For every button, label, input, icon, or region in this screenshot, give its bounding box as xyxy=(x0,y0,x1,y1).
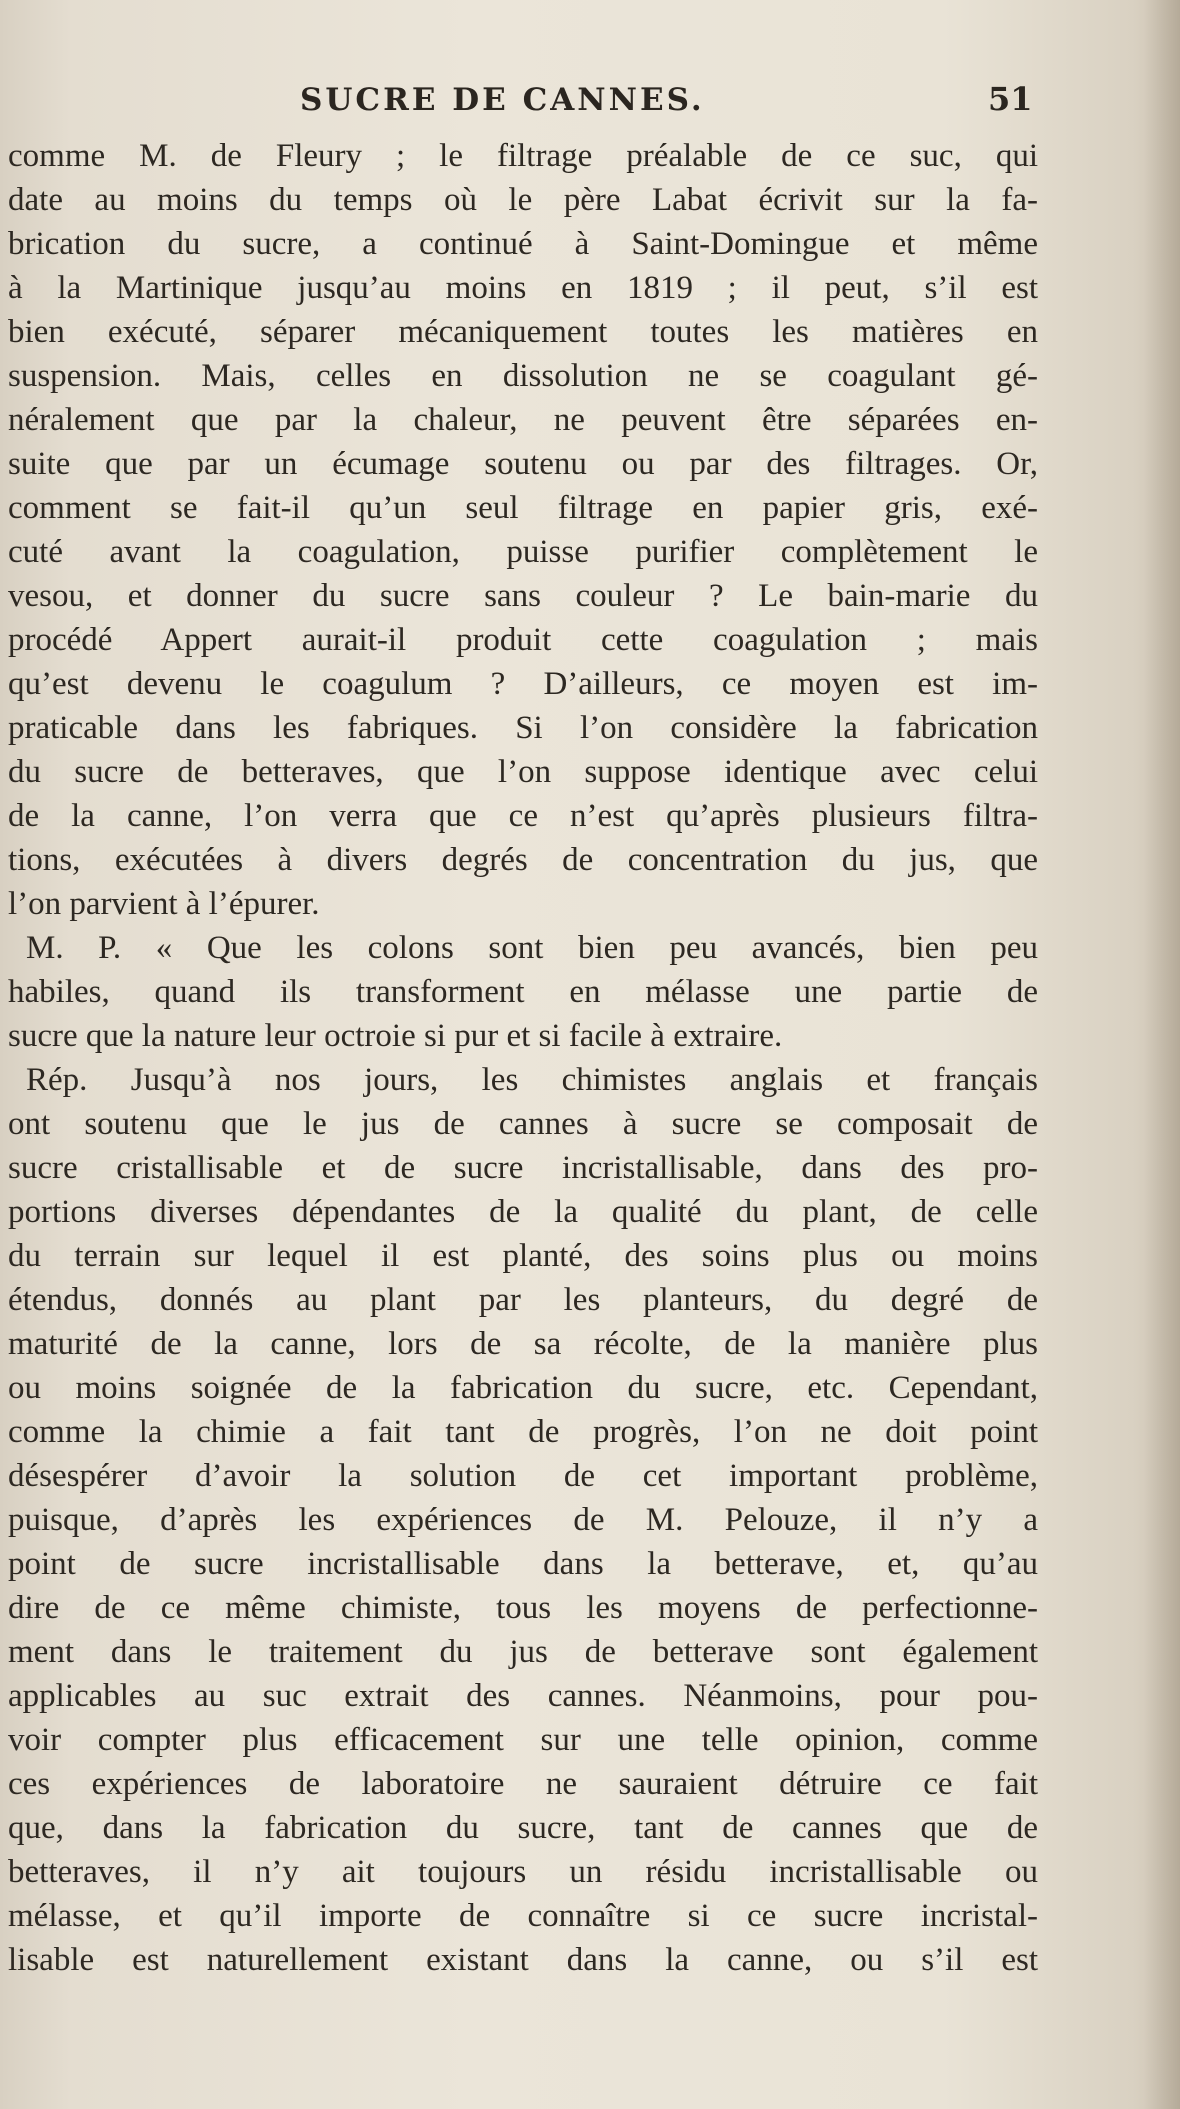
text-line: tions, exécutées à divers degrés de concentration du jus, que xyxy=(8,842,1038,878)
page-header xyxy=(0,82,1180,122)
text-line: sucre cristallisable et de sucre incristallisable, dans des pro- xyxy=(8,1150,1038,1186)
text-line: ment dans le traitement du jus de betterave sont également xyxy=(8,1634,1038,1670)
text-line: praticable dans les fabriques. Si l’on considère la fabrication xyxy=(8,710,1038,746)
text-line: étendus, donnés au plant par les planteurs, du degré de xyxy=(8,1282,1038,1318)
text-line: mélasse, et qu’il importe de connaître si ce sucre incristal- xyxy=(8,1898,1038,1934)
text-line: comme la chimie a fait tant de progrès, l’on ne doit point xyxy=(8,1414,1038,1450)
text-line: que, dans la fabrication du sucre, tant de cannes que de xyxy=(8,1810,1038,1846)
text-line: point de sucre incristallisable dans la betterave, et, qu’au xyxy=(8,1546,1038,1582)
body-text xyxy=(8,134,1038,1982)
text-line: à la Martinique jusqu’au moins en 1819 ; il peut, s’il est xyxy=(8,270,1038,306)
text-line: ou moins soignée de la fabrication du sucre, etc. Cependant, xyxy=(8,1370,1038,1406)
text-line: M. P. « Que les colons sont bien peu avancés, bien peu xyxy=(26,930,1038,966)
text-line: comme M. de Fleury ; le filtrage préalable de ce suc, qui xyxy=(8,138,1038,174)
text-line: maturité de la canne, lors de sa récolte, de la manière plus xyxy=(8,1326,1038,1362)
text-line: portions diverses dépendantes de la qualité du plant, de celle xyxy=(8,1194,1038,1230)
text-line: ces expériences de laboratoire ne sauraient détruire ce fait xyxy=(8,1766,1038,1802)
text-line: ont soutenu que le jus de cannes à sucre se composait de xyxy=(8,1106,1038,1142)
text-line: voir compter plus efficacement sur une telle opinion, comme xyxy=(8,1722,1038,1758)
text-line: applicables au suc extrait des cannes. Néanmoins, pour pou- xyxy=(8,1678,1038,1714)
text-line: désespérer d’avoir la solution de cet important problème, xyxy=(8,1458,1038,1494)
text-line: procédé Appert aurait-il produit cette coagulation ; mais xyxy=(8,622,1038,658)
text-line: du terrain sur lequel il est planté, des soins plus ou moins xyxy=(8,1238,1038,1274)
text-line: qu’est devenu le coagulum ? D’ailleurs, ce moyen est im- xyxy=(8,666,1038,702)
text-line: suite que par un écumage soutenu ou par des filtrages. Or, xyxy=(8,446,1038,482)
text-line: lisable est naturellement existant dans la canne, ou s’il est xyxy=(8,1942,1038,1978)
text-line: Rép. Jusqu’à nos jours, les chimistes anglais et français xyxy=(26,1062,1038,1098)
text-line: bien exécuté, séparer mécaniquement toutes les matières en xyxy=(8,314,1038,350)
text-line: comment se fait-il qu’un seul filtrage en papier gris, exé- xyxy=(8,490,1038,526)
text-line: betteraves, il n’y ait toujours un résidu incristallisable ou xyxy=(8,1854,1038,1890)
text-line: cuté avant la coagulation, puisse purifier complètement le xyxy=(8,534,1038,570)
running-title: SUCRE DE CANNES. xyxy=(300,82,705,118)
text-line: sucre que la nature leur octroie si pur et si facile à extraire. xyxy=(8,1018,783,1054)
text-line: de la canne, l’on verra que ce n’est qu’après plusieurs filtra- xyxy=(8,798,1038,834)
text-line: du sucre de betteraves, que l’on suppose identique avec celui xyxy=(8,754,1038,790)
text-line: brication du sucre, a continué à Saint-Domingue et même xyxy=(8,226,1038,262)
page-number: 51 xyxy=(988,80,1033,118)
text-line: habiles, quand ils transforment en mélasse une partie de xyxy=(8,974,1038,1010)
text-line: puisque, d’après les expériences de M. Pelouze, il n’y a xyxy=(8,1502,1038,1538)
text-line: date au moins du temps où le père Labat écrivit sur la fa- xyxy=(8,182,1038,218)
text-line: dire de ce même chimiste, tous les moyens de perfectionne- xyxy=(8,1590,1038,1626)
text-line: vesou, et donner du sucre sans couleur ? Le bain-marie du xyxy=(8,578,1038,614)
text-line: l’on parvient à l’épurer. xyxy=(8,886,320,922)
text-line: suspension. Mais, celles en dissolution ne se coagulant gé- xyxy=(8,358,1038,394)
text-line: néralement que par la chaleur, ne peuvent être séparées en- xyxy=(8,402,1038,438)
